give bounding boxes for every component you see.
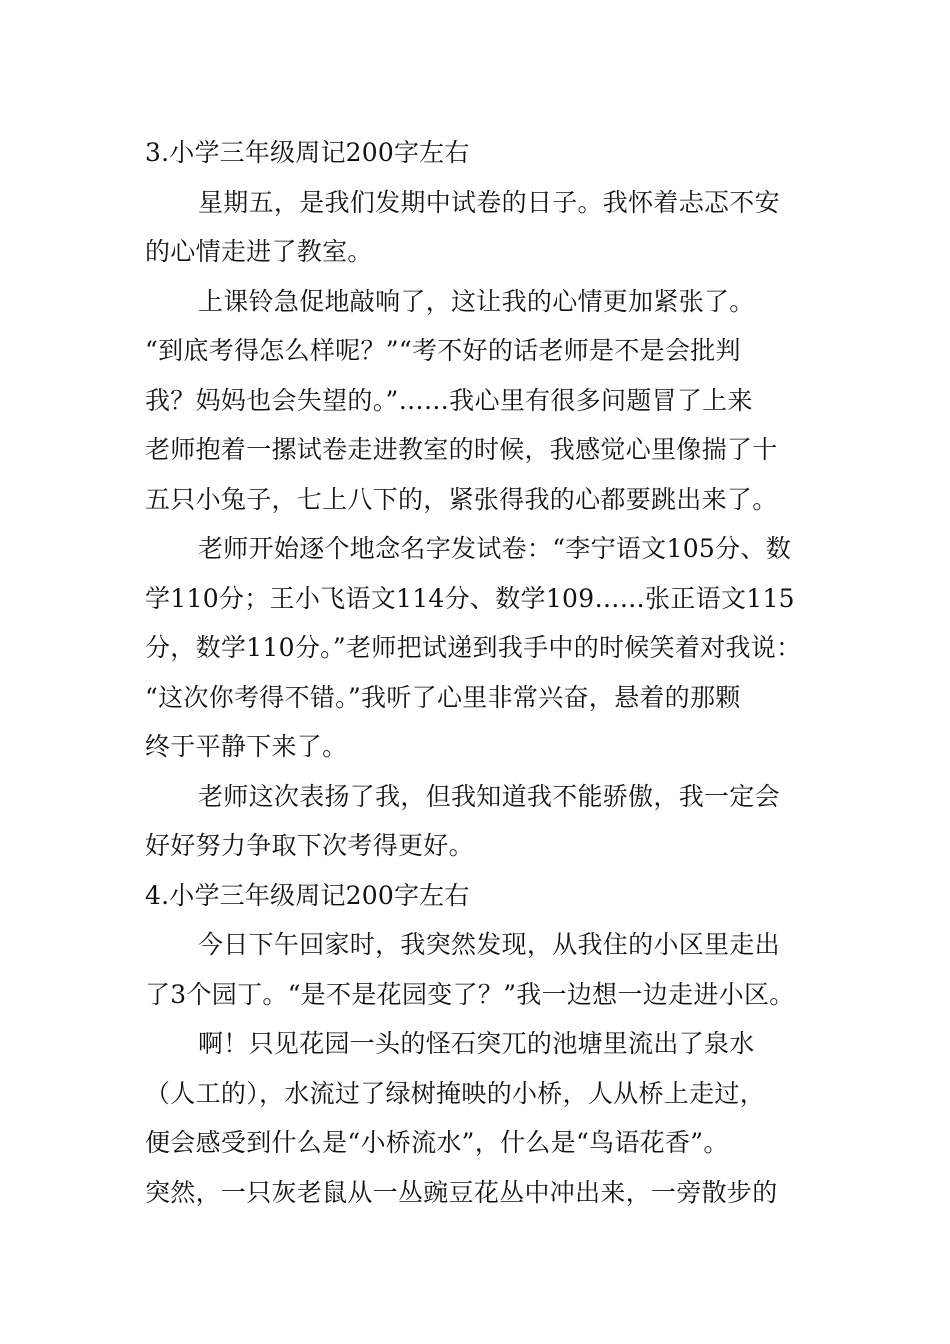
paragraph-line: 便会感受到什么是“小桥流水”，什么是“鸟语花香”。 — [145, 1128, 729, 1157]
paragraph-line: 五只小兔子，七上八下的，紧张得我的心都要跳出来了。 — [145, 484, 778, 514]
paragraph-line: （人工的），水流过了绿树掩映的小桥，人从桥上走过， — [145, 1078, 766, 1108]
paragraph-line: “到底考得怎么样呢？”“考不好的话老师是不是会批判 — [145, 336, 741, 365]
paragraph-line: “这次你考得不错。”我听了心里非常兴奋，悬着的那颗 — [145, 682, 741, 712]
paragraph-line: 老师开始逐个地念名字发试卷：“李宁语文105分、数 — [198, 534, 791, 563]
paragraph-line: 突然，一只灰老鼠从一丛豌豆花丛中冲出来，一旁散步的 — [145, 1177, 778, 1207]
paragraph-line: 分，数学110分。”老师把试递到我手中的时候笑着对我说： — [145, 633, 802, 662]
paragraph-line: 终于平静下来了。 — [145, 732, 348, 761]
paragraph-line: 星期五，是我们发期中试卷的日子。我怀着忐忑不安 — [198, 187, 780, 217]
section-heading: 3.小学三年级周记200字左右 — [145, 138, 470, 167]
paragraph-line: 的心情走进了教室。 — [145, 237, 373, 266]
paragraph-line: 了3个园丁。“是不是花园变了？”我一边想一边走进小区。 — [145, 979, 795, 1009]
paragraph-line: 老师这次表扬了我，但我知道我不能骄傲，我一定会 — [198, 781, 780, 811]
paragraph-line: 啊！只见花园一头的怪石突兀的池塘里流出了泉水 — [198, 1029, 755, 1058]
paragraph-line: 我？妈妈也会失望的。”……我心里有很多问题冒了上来 — [145, 385, 753, 415]
paragraph-line: 老师抱着一摞试卷走进教室的时候，我感觉心里像揣了十 — [145, 435, 778, 464]
document-page — [145, 128, 815, 1217]
paragraph-line: 学110分；王小飞语文114分、数学109……张正语文115 — [145, 583, 795, 613]
section-heading: 4.小学三年级周记200字左右 — [145, 880, 470, 910]
paragraph-line: 好好努力争取下次考得更好。 — [145, 831, 474, 860]
paragraph-line: 今日下午回家时，我突然发现，从我住的小区里走出 — [198, 930, 780, 959]
paragraph-line: 上课铃急促地敲响了，这让我的心情更加紧张了。 — [198, 286, 755, 316]
